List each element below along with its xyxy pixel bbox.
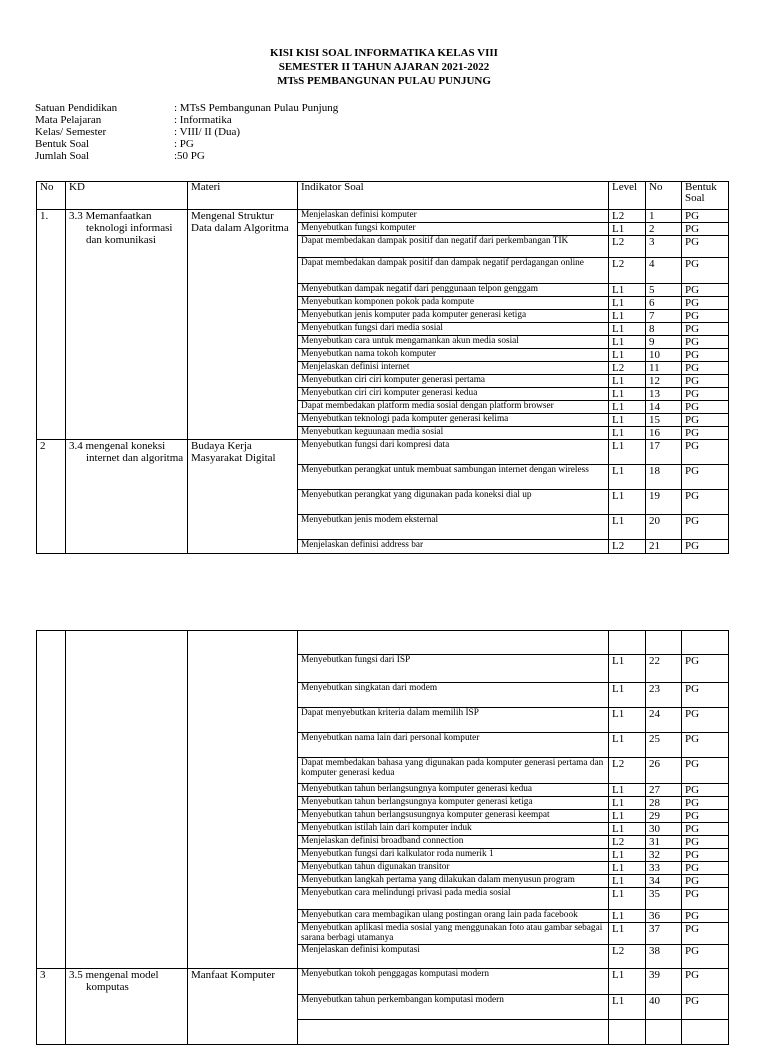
cell-bentuk: PG	[682, 540, 729, 554]
cell-nomor: 39	[646, 969, 682, 995]
cell-level: L1	[609, 923, 646, 945]
cell-level: L1	[609, 336, 646, 349]
cell-materi: Mengenal Struktur Data dalam Algoritma	[188, 210, 298, 440]
cell-nomor: 33	[646, 862, 682, 875]
cell-bentuk: PG	[682, 810, 729, 823]
cell-level: L2	[609, 258, 646, 284]
cell-bentuk: PG	[682, 836, 729, 849]
cell-level: L2	[609, 362, 646, 375]
cell-indikator: Menjelaskan definisi komputasi	[298, 945, 609, 969]
cell-indikator: Menyebutkan fungsi dari ISP	[298, 655, 609, 683]
cell-materi: Manfaat Komputer	[188, 969, 298, 1045]
cell-indikator: Dapat membedakan dampak positif dan negatif dari perkembangan TIK	[298, 236, 609, 258]
meta-label: Kelas/ Semester	[35, 126, 107, 138]
cell-nomor: 17	[646, 440, 682, 465]
cell-indikator: Menyebutkan ciri ciri komputer generasi pertama	[298, 375, 609, 388]
cell-level: L1	[609, 683, 646, 708]
cell-nomor: 24	[646, 708, 682, 733]
meta-row	[35, 114, 338, 126]
cell-nomor: 16	[646, 427, 682, 440]
cell-indikator: Menyebutkan tahun berlangsungnya komputer generasi kedua	[298, 784, 609, 797]
cell-indikator: Menyebutkan istilah lain dari komputer induk	[298, 823, 609, 836]
cell-bentuk: PG	[682, 323, 729, 336]
cell-indikator: Menyebutkan tahun berlangsungnya komputer generasi ketiga	[298, 797, 609, 810]
cell-nomor: 10	[646, 349, 682, 362]
doc-title-line-3: MTsS PEMBANGUNAN PULAU PUNJUNG	[277, 75, 491, 87]
cell-bentuk: PG	[682, 969, 729, 995]
table-row	[37, 210, 729, 223]
cell-indikator: Menyebutkan fungsi dari kompresi data	[298, 440, 609, 465]
cell-indikator: Menyebutkan dampak negatif dari penggunaan telpon genggam	[298, 284, 609, 297]
cell-indikator: Menjelaskan definisi komputer	[298, 210, 609, 223]
cell-bentuk	[682, 1020, 729, 1045]
meta-value: : VIII/ II (Dua)	[174, 126, 241, 138]
cell-kd: 3.5 mengenal model komputas	[66, 969, 188, 1045]
cell-level: L2	[609, 210, 646, 223]
cell-level: L1	[609, 323, 646, 336]
cell-indikator: Menyebutkan komponen pokok pada kompute	[298, 297, 609, 310]
cell-level: L1	[609, 888, 646, 910]
cell-nomor: 30	[646, 823, 682, 836]
cell-bentuk: PG	[682, 875, 729, 888]
cell-indikator: Menyebutkan fungsi komputer	[298, 223, 609, 236]
cell-indikator: Menyebutkan nama tokoh komputer	[298, 349, 609, 362]
cell-nomor: 29	[646, 810, 682, 823]
cell-nomor: 35	[646, 888, 682, 910]
cell-indikator: Menyebutkan keguunaan media sosial	[298, 427, 609, 440]
cell-indikator: Menyebutkan tokoh penggagas komputasi modern	[298, 969, 609, 995]
cell-bentuk: PG	[682, 758, 729, 784]
cell-nomor: 12	[646, 375, 682, 388]
cell-nomor: 22	[646, 655, 682, 683]
cell-indikator: Dapat membedakan dampak positif dan dampak negatif perdagangan online	[298, 258, 609, 284]
cell-bentuk: PG	[682, 310, 729, 323]
cell-indikator: Menjelaskan definisi internet	[298, 362, 609, 375]
cell-indikator: Menyebutkan tahun berlangsusungnya komputer generasi keempat	[298, 810, 609, 823]
header-nomor: No	[646, 182, 682, 210]
cell-level: L1	[609, 875, 646, 888]
cell-level: L1	[609, 862, 646, 875]
cell-bentuk: PG	[682, 297, 729, 310]
cell-nomor: 19	[646, 490, 682, 515]
cell-level	[609, 631, 646, 655]
cell-level: L1	[609, 490, 646, 515]
cell-level: L1	[609, 349, 646, 362]
cell-bentuk: PG	[682, 414, 729, 427]
cell-nomor	[646, 631, 682, 655]
cell-bentuk: PG	[682, 910, 729, 923]
cell-level: L1	[609, 995, 646, 1020]
cell-level: L1	[609, 414, 646, 427]
cell-materi: Budaya Kerja Masyarakat Digital	[188, 440, 298, 554]
cell-level: L1	[609, 708, 646, 733]
cell-nomor: 27	[646, 784, 682, 797]
cell-indikator: Menyebutkan fungsi dari kalkulator roda numerik 1	[298, 849, 609, 862]
table-row	[37, 440, 729, 465]
cell-kd: 3.3 Memanfaatkan teknologi informasi dan komunikasi	[66, 210, 188, 440]
cell-level: L1	[609, 969, 646, 995]
cell-nomor: 28	[646, 797, 682, 810]
meta-value: : Informatika	[174, 114, 232, 126]
cell-nomor: 18	[646, 465, 682, 490]
cell-level: L1	[609, 810, 646, 823]
cell-nomor: 4	[646, 258, 682, 284]
cell-indikator: Menyebutkan tahun perkembangan komputasi modern	[298, 995, 609, 1020]
cell-nomor: 3	[646, 236, 682, 258]
cell-nomor: 21	[646, 540, 682, 554]
cell-bentuk: PG	[682, 210, 729, 223]
cell-bentuk: PG	[682, 362, 729, 375]
cell-kd: 3.4 mengenal koneksi internet dan algoritma	[66, 440, 188, 554]
cell-level: L1	[609, 823, 646, 836]
header-materi: Materi	[188, 182, 298, 210]
cell-level: L1	[609, 465, 646, 490]
cell-level: L1	[609, 849, 646, 862]
cell-level: L1	[609, 427, 646, 440]
cell-level: L1	[609, 733, 646, 758]
cell-level: L1	[609, 284, 646, 297]
meta-label: Bentuk Soal	[35, 138, 90, 150]
cell-level: L1	[609, 910, 646, 923]
cell-bentuk: PG	[682, 349, 729, 362]
cell-bentuk: PG	[682, 923, 729, 945]
cell-bentuk: PG	[682, 375, 729, 388]
cell-level: L2	[609, 540, 646, 554]
cell-indikator: Menyebutkan teknologi pada komputer generasi kelima	[298, 414, 609, 427]
cell-indikator: Menyebutkan perangkat untuk membuat sambungan internet dengan wireless	[298, 465, 609, 490]
cell-indikator: Menyebutkan nama lain dari personal komputer	[298, 733, 609, 758]
cell-nomor: 36	[646, 910, 682, 923]
cell-nomor: 38	[646, 945, 682, 969]
cell-indikator: Menyebutkan singkatan dari modem	[298, 683, 609, 708]
cell-nomor: 5	[646, 284, 682, 297]
cell-nomor: 25	[646, 733, 682, 758]
cell-indikator: Menyebutkan jenis modem eksternal	[298, 515, 609, 540]
cell-nomor: 23	[646, 683, 682, 708]
grid-table-page-1	[36, 181, 729, 554]
meta-label: Mata Pelajaran	[35, 114, 102, 126]
cell-bentuk: PG	[682, 823, 729, 836]
cell-nomor: 32	[646, 849, 682, 862]
cell-indikator	[298, 1020, 609, 1045]
meta-value: : PG	[174, 138, 194, 150]
cell-kd	[66, 631, 188, 969]
cell-nomor: 7	[646, 310, 682, 323]
cell-nomor: 9	[646, 336, 682, 349]
cell-nomor: 20	[646, 515, 682, 540]
cell-nomor: 8	[646, 323, 682, 336]
meta-row	[35, 126, 338, 138]
cell-level: L1	[609, 310, 646, 323]
cell-nomor: 14	[646, 401, 682, 414]
header-no: No	[37, 182, 66, 210]
cell-bentuk: PG	[682, 490, 729, 515]
cell-bentuk: PG	[682, 465, 729, 490]
cell-level: L2	[609, 758, 646, 784]
cell-indikator: Menyebutkan cara untuk mengamankan akun media sosial	[298, 336, 609, 349]
cell-indikator: Menjelaskan definisi broadband connection	[298, 836, 609, 849]
cell-no: 1.	[37, 210, 66, 440]
cell-bentuk: PG	[682, 427, 729, 440]
cell-level: L2	[609, 945, 646, 969]
cell-bentuk: PG	[682, 401, 729, 414]
cell-level: L2	[609, 836, 646, 849]
meta-value: : MTsS Pembangunan Pulau Punjung	[174, 102, 339, 114]
cell-nomor: 40	[646, 995, 682, 1020]
cell-indikator: Menyebutkan ciri ciri komputer generasi kedua	[298, 388, 609, 401]
cell-bentuk: PG	[682, 336, 729, 349]
cell-nomor: 1	[646, 210, 682, 223]
header-kd: KD	[66, 182, 188, 210]
cell-level: L1	[609, 440, 646, 465]
cell-no	[37, 631, 66, 969]
cell-bentuk: PG	[682, 388, 729, 401]
cell-indikator: Menyebutkan tahun digunakan transitor	[298, 862, 609, 875]
cell-bentuk: PG	[682, 236, 729, 258]
cell-bentuk: PG	[682, 284, 729, 297]
cell-nomor: 13	[646, 388, 682, 401]
header-bentuk: Bentuk Soal	[682, 182, 729, 210]
cell-bentuk: PG	[682, 258, 729, 284]
cell-level: L2	[609, 236, 646, 258]
cell-level: L1	[609, 515, 646, 540]
cell-bentuk: PG	[682, 945, 729, 969]
cell-level: L1	[609, 784, 646, 797]
cell-nomor: 37	[646, 923, 682, 945]
cell-indikator: Dapat menyebutkan kriteria dalam memilih ISP	[298, 708, 609, 733]
cell-materi	[188, 631, 298, 969]
meta-value: :50 PG	[174, 150, 205, 162]
doc-title-line-1: KISI KISI SOAL INFORMATIKA KELAS VIII	[270, 47, 498, 59]
cell-level: L1	[609, 388, 646, 401]
meta-row	[35, 138, 338, 150]
cell-nomor: 15	[646, 414, 682, 427]
meta-row	[35, 102, 338, 114]
cell-indikator: Menyebutkan jenis komputer pada komputer generasi ketiga	[298, 310, 609, 323]
cell-bentuk: PG	[682, 995, 729, 1020]
cell-bentuk: PG	[682, 849, 729, 862]
document-meta	[35, 102, 338, 162]
cell-nomor: 2	[646, 223, 682, 236]
cell-bentuk: PG	[682, 655, 729, 683]
cell-nomor	[646, 1020, 682, 1045]
cell-indikator: Menyebutkan perangkat yang digunakan pada koneksi dial up	[298, 490, 609, 515]
cell-bentuk: PG	[682, 797, 729, 810]
cell-bentuk: PG	[682, 708, 729, 733]
cell-level: L1	[609, 375, 646, 388]
cell-no: 3	[37, 969, 66, 1045]
header-indikator: Indikator Soal	[298, 182, 609, 210]
cell-bentuk: PG	[682, 784, 729, 797]
cell-indikator: Menjelaskan definisi address bar	[298, 540, 609, 554]
grid-table-page-2	[36, 630, 729, 1045]
meta-label: Jumlah Soal	[35, 150, 90, 162]
cell-nomor: 34	[646, 875, 682, 888]
cell-bentuk: PG	[682, 683, 729, 708]
table-header-row	[37, 182, 729, 210]
cell-indikator: Dapat membedakan platform media sosial dengan platform browser	[298, 401, 609, 414]
cell-bentuk: PG	[682, 733, 729, 758]
cell-bentuk: PG	[682, 515, 729, 540]
header-level: Level	[609, 182, 646, 210]
cell-nomor: 6	[646, 297, 682, 310]
cell-bentuk	[682, 631, 729, 655]
cell-indikator: Dapat membedakan bahasa yang digunakan pada komputer generasi pertama dan komputer generasi kedua	[298, 758, 609, 784]
cell-level	[609, 1020, 646, 1045]
doc-title-line-2: SEMESTER II TAHUN AJARAN 2021-2022	[278, 61, 490, 73]
cell-indikator: Menyebutkan langkah pertama yang dilakukan dalam menyusun program	[298, 875, 609, 888]
cell-bentuk: PG	[682, 223, 729, 236]
meta-label: Satuan Pendidikan	[35, 102, 118, 114]
meta-row	[35, 150, 338, 162]
cell-level: L1	[609, 797, 646, 810]
cell-no: 2	[37, 440, 66, 554]
cell-nomor: 31	[646, 836, 682, 849]
cell-bentuk: PG	[682, 440, 729, 465]
cell-indikator: Menyebutkan fungsi dari media sosial	[298, 323, 609, 336]
cell-indikator: Menyebutkan cara melindungi privasi pada media sosial	[298, 888, 609, 910]
cell-nomor: 26	[646, 758, 682, 784]
cell-bentuk: PG	[682, 862, 729, 875]
cell-level: L1	[609, 297, 646, 310]
cell-level: L1	[609, 655, 646, 683]
cell-level: L1	[609, 223, 646, 236]
cell-indikator: Menyebutkan aplikasi media sosial yang menggunakan foto atau gambar sebagai sarana berbagi utamanya	[298, 923, 609, 945]
cell-nomor: 11	[646, 362, 682, 375]
table-row	[37, 631, 729, 655]
cell-level: L1	[609, 401, 646, 414]
cell-indikator: Menyebutkan cara membagikan ulang postingan orang lain pada facebook	[298, 910, 609, 923]
cell-bentuk: PG	[682, 888, 729, 910]
table-row	[37, 969, 729, 995]
cell-indikator	[298, 631, 609, 655]
